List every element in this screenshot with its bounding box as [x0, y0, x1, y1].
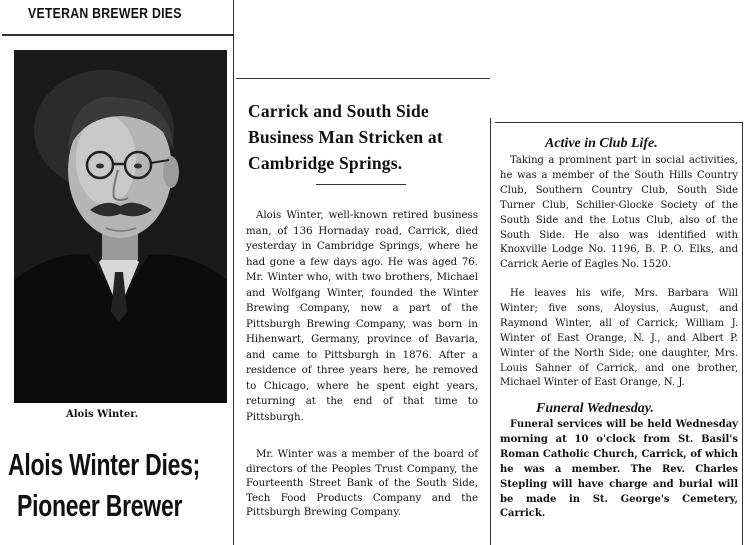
main-headline-line2: Pioneer Brewer: [17, 488, 183, 523]
column-divider-right: [490, 118, 491, 545]
right-top-rule: [495, 122, 743, 123]
portrait-illustration: [14, 50, 227, 403]
article-paragraph: Taking a prominent part in social activities, he was a member of the South Hills Country Club, Southern Country Club, South Side Turner Club, Schiller-Glocke Society of the South Side and the Lotus Club, also of the South Side. He also was identified with Knoxville Lodge No. 1196, B. P. O. Elks, and Carrick Aerie of Eagles No. 1520.: [500, 155, 738, 271]
article-paragraph: He leaves his wife, Mrs. Barbara Will Winter; five sons, Aloysius, August, and Raymond Winter, all of Carrick; William J. Winter of East Orange, N. J., and Albert P. Winter of the North Side; one daughter, Mrs. Louis Sahner of Carrick, and one brother, Michael Winter of East Orange, N. J.: [500, 288, 738, 389]
left-column-divider: [233, 0, 234, 545]
main-headline-line1: Alois Winter Dies;: [8, 447, 201, 482]
photo-caption: Alois Winter.: [66, 409, 139, 420]
article-paragraph: Alois Winter, well-known retired business man, of 136 Hornaday road, Carrick, died yesterday in Cambridge Springs, where he had gone a few days ago. He was aged 76. Mr. Winter who, with two brothers, Michael and Wolfgang Winter, founded the Winter Brewing Company, now a part of the Pittsburgh Brewing Company, was born in Hihenwart, Germany, province of Bavaria, and came to Pittsburgh in 1876. After a residence of three years here, he removed to Chicago, where he spent eight years, returning at the end of that time to Pittsburgh.: [246, 210, 478, 423]
article-paragraph: Mr. Winter was a member of the board of directors of the Peoples Trust Company, the Fourteenth Street Bank of the South Side, Tech Food Products Company and the Pittsburgh Brewing Company.: [246, 449, 478, 519]
section-heading-funeral: Funeral Wednesday.: [536, 401, 654, 416]
kicker-headline: VETERAN BREWER DIES: [28, 5, 182, 22]
subhead-rule: [316, 184, 406, 185]
section-heading-club-life: Active in Club Life.: [545, 136, 658, 151]
kicker-rule: [2, 34, 233, 36]
sub-headline: Carrick and South Side Business Man Stricken at Cambridge Springs.: [248, 101, 443, 173]
article-paragraph: Funeral services will be held Wednesday morning at 10 o'clock from St. Basil's Roman Catholic Church, Carrick, of which he was a member. The Rev. Charles Stepling will have charge and burial will be made in St. George's Cemetery, Carrick.: [500, 419, 738, 520]
middle-top-rule: [236, 78, 490, 79]
portrait-photo: [14, 50, 227, 403]
right-column-border: [742, 122, 743, 545]
